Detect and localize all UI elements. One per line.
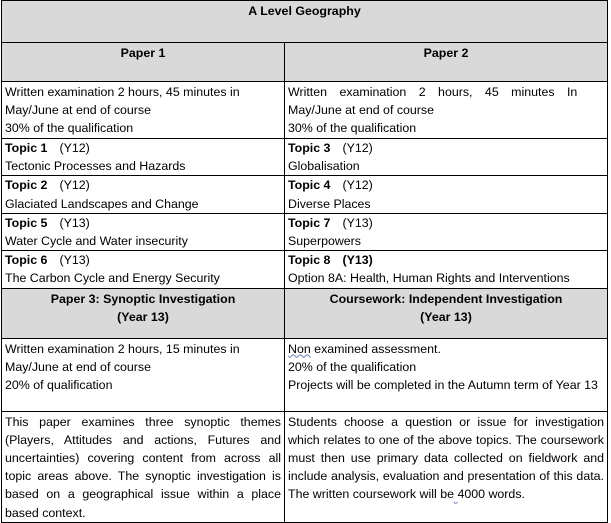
topic-cell	[2, 251, 285, 288]
coursework-assessment-cell	[285, 338, 608, 411]
topic-cell	[285, 213, 608, 250]
paper2-exam-line: 30% of the qualification	[288, 121, 417, 136]
topic-label: Topic 5	[5, 215, 48, 230]
paper3-header-title: Paper 3: Synoptic Investigation	[50, 291, 236, 306]
coursework-description-words: 4000	[457, 487, 486, 502]
topic-name: Water Cycle and Water insecurity	[5, 234, 188, 249]
paper3-exam-cell	[2, 338, 285, 411]
topic-year: (Y12)	[59, 141, 90, 155]
paper3-description: This paper examines three synoptic themes (Players, Attitudes and actions, Futures and uncertainties) covering content from across all topic areas above. The synoptic investigation is based on a geographical issue within a place based context.	[2, 411, 285, 522]
geography-course-table	[1, 0, 608, 523]
topic-name: Superpowers	[288, 234, 362, 249]
topic-name: Tectonic Processes and Hazards	[5, 159, 186, 174]
topic-cell	[285, 251, 608, 288]
topic-name: The Carbon Cycle and Energy Security	[5, 271, 220, 286]
coursework-description-text: Students choose a question or issue for investigation which relates to one of the above topics. The coursework must then use primary data collected on fieldwork and include analysis, evaluation and presentation of this data. The written coursework will	[288, 414, 604, 502]
topic-label: Topic 1	[5, 141, 48, 155]
topic-label: Topic 4	[288, 178, 331, 193]
topic-cell	[2, 176, 285, 213]
topic-label: Topic 6	[5, 253, 48, 268]
paper2-exam-line: Written examination 2 hours, 45 minutes In	[288, 85, 578, 99]
paper1-exam-cell	[2, 82, 285, 139]
topic-label: Topic 7	[288, 215, 331, 230]
topic-name: Globalisation	[288, 159, 360, 174]
paper3-exam-line: 20% of qualification	[5, 378, 113, 393]
table-title: A Level Geography	[2, 1, 608, 43]
coursework-header-year: (Year 13)	[420, 309, 472, 324]
topic-cell	[2, 139, 285, 176]
paper1-exam-line: May/June at end of course	[5, 103, 152, 118]
coursework-header-title: Coursework: Independent Investigation	[329, 291, 563, 306]
paper1-header: Paper 1	[2, 43, 285, 82]
paper3-header-year: (Year 13)	[117, 309, 169, 324]
topic-name: Option 8A: Health, Human Rights and Interventions	[288, 271, 570, 286]
topic-label: Topic 3	[288, 141, 331, 155]
topic-year: (Y12)	[342, 178, 373, 193]
paper1-exam-line: 30% of the qualification	[5, 121, 134, 136]
topic-name: Glaciated Landscapes and Change	[5, 196, 199, 211]
topic-year: (Y12)	[342, 141, 373, 155]
topic-year: (Y13)	[59, 215, 90, 230]
topic-label: Topic 8	[288, 253, 331, 268]
coursework-weight: 20% of the qualification	[288, 359, 417, 374]
paper2-exam-line: May/June at end of course	[288, 103, 435, 118]
topic-year: (Y12)	[59, 178, 90, 193]
topic-name: Diverse Places	[288, 196, 371, 211]
coursework-assessment-first-word: Non	[288, 341, 311, 356]
paper1-exam-line: Written examination 2 hours, 45 minutes in	[5, 85, 240, 99]
coursework-description-end: words.	[485, 487, 525, 502]
paper3-exam-line: Written examination 2 hours, 15 minutes in	[5, 341, 240, 356]
topic-cell	[285, 176, 608, 213]
topic-year: (Y13)	[342, 253, 373, 268]
topic-cell	[2, 213, 285, 250]
paper3-header	[2, 288, 285, 338]
topic-cell	[285, 139, 608, 176]
coursework-header	[285, 288, 608, 338]
coursework-description-be: be	[440, 487, 454, 502]
topic-year: (Y13)	[59, 253, 90, 268]
coursework-assessment-rest: examined assessment.	[310, 341, 441, 356]
topic-year: (Y13)	[342, 215, 373, 230]
coursework-projects: Projects will be completed in the Autumn term of Year 13	[288, 378, 598, 393]
topic-label: Topic 2	[5, 178, 48, 193]
coursework-description	[285, 411, 608, 522]
paper3-exam-line: May/June at end of course	[5, 359, 152, 374]
paper2-header: Paper 2	[285, 43, 608, 82]
paper2-exam-cell	[285, 82, 608, 139]
